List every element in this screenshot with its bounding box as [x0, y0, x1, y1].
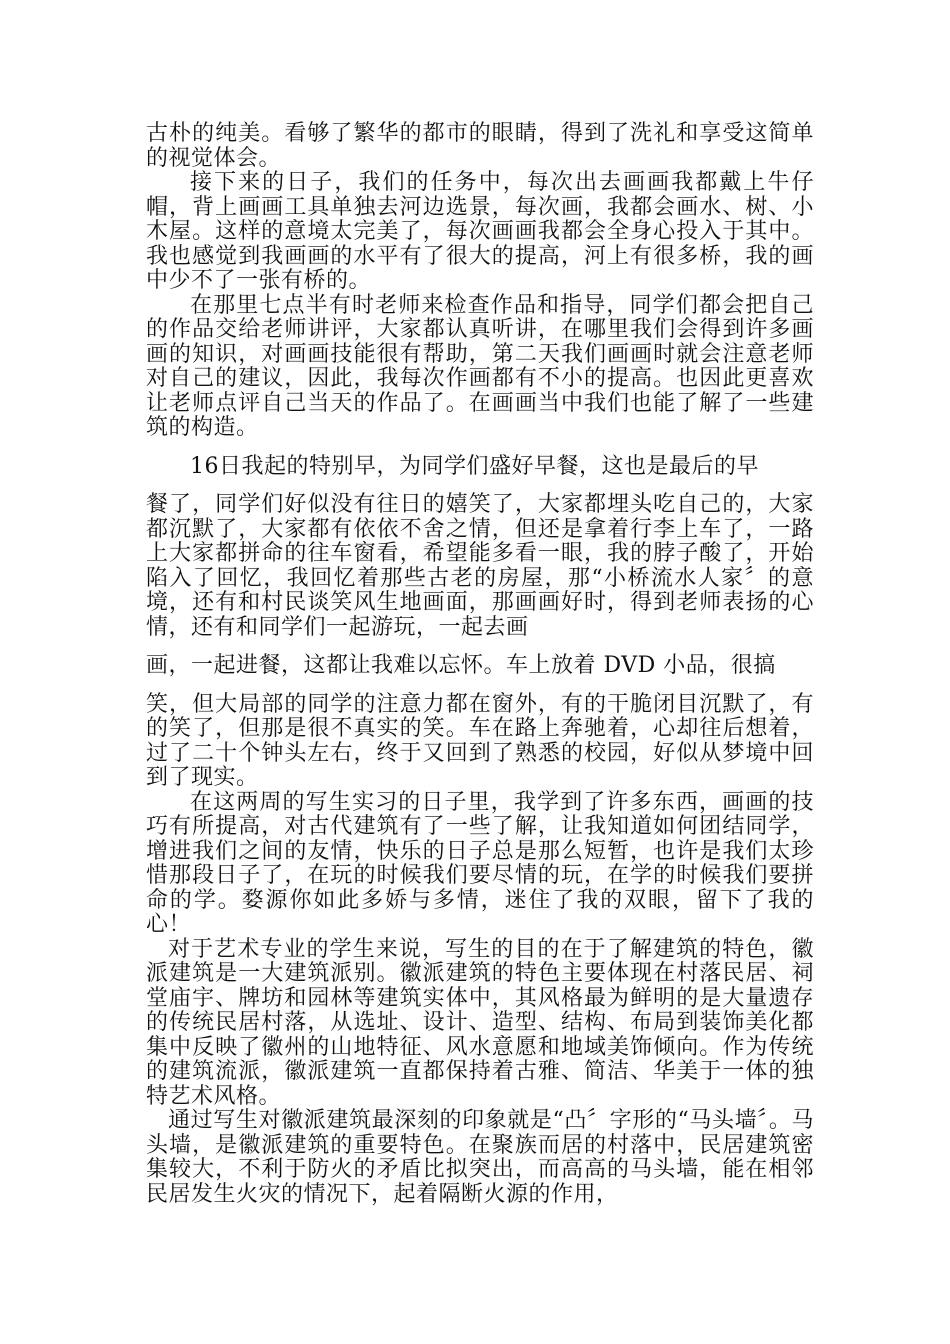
paragraph-last-day-line4: 笑，但大局部的同学的注意力都在窗外，有的干脆闭目沉默了，有的笑了，但那是很不真实的笑。车在路上奔驰着，心却往后想着，过了二十个钟头左右，终于又回到了熟悉的校园，好似从梦境中回到了现实。 [146, 691, 814, 790]
paragraph-last-day-line2: 餐了，同学们好似没有往日的嬉笑了，大家都埋头吃自己的，大家都沉默了，大家都有依依不舍之情，但还是拿着行李上车了，一路上大家都拼命的往车窗看，希望能多看一眼，我的脖子酸了，开始陷入了回忆，我回忆着那些古老的房屋，那“小桥流水人家〞的意境，还有和村民谈笑风生地画面，那画画好时，得到老师表扬的心情，还有和同学们一起游玩，一起去画 [146, 492, 814, 640]
document-body [146, 122, 814, 1207]
paragraph-reflection: 在这两周的写生实习的日子里，我学到了许多东西，画画的技巧有所提高，对古代建筑有了一些了解，让我知道如何团结同学，增进我们之间的友情，快乐的日子总是那么短暂，也许是我们太珍惜那段日子了，在玩的时候我们要尽情的玩，在学的时候我们要拼命的学。婺源你如此多娇与多情，迷住了我的双眼，留下了我的心！ [146, 789, 814, 937]
paragraph-horse-head-wall: 通过写生对徽派建筑最深刻的印象就是“凸〞字形的“马头墙〞。马头墙，是徽派建筑的重要特色。在聚族而居的村落中，民居建筑密集较大，不利于防火的矛盾比拟突出，而高高的马头墙，能在相邻民居发生火灾的情况下，起着隔断火源的作用， [146, 1108, 814, 1207]
paragraph-continuation: 古朴的纯美。看够了繁华的都市的眼睛，得到了洗礼和享受这简单的视觉体会。 [146, 121, 814, 171]
paragraph-last-day-line1: 16日我起的特别早，为同学们盛好早餐，这也是最后的早 [190, 453, 759, 479]
paragraph-last-day-line3: 画，一起进餐，这都让我难以忘怀。车上放着 DVD 小品，很搞 [146, 653, 776, 678]
paragraph-huizhou-architecture: 对于艺术专业的学生来说，写生的目的在于了解建筑的特色，徽派建筑是一大建筑派别。徽派建筑的特色主要体现在村落民居、祠堂庙宇、牌坊和园林等建筑实体中，其风格最为鲜明的是大量遗存的传统民居村落，从选址、设计、造型、结构、布局到装饰美化都集中反映了徽州的山地特征、风水意愿和地域美饰倾向。作为传统的建筑流派，徽派建筑一直都保持着古雅、简洁、华美于一体的独特艺术风格。 [146, 936, 814, 1109]
paragraph-painting-days: 接下来的日子，我们的任务中，每次出去画画我都戴上牛仔帽，背上画画工具单独去河边选景，每次画，我都会画水、树、小木屋。这样的意境太完美了，每次画画我都会全身心投入于其中。我也感觉到我画画的水平有了很大的提高，河上有很多桥，我的画中少不了一张有桥的。 [146, 170, 814, 293]
paragraph-teacher-review: 在那里七点半有时老师来检查作品和指导，同学们都会把自己的作品交给老师讲评，大家都认真听讲，在哪里我们会得到许多画画的知识，对画画技能很有帮助，第二天我们画画时就会注意老师对自己的建议，因此，我每次作画都有不小的提高。也因此更喜欢让老师点评自己当天的作品了。在画画当中我们也能了解了一些建筑的构造。 [146, 292, 814, 440]
